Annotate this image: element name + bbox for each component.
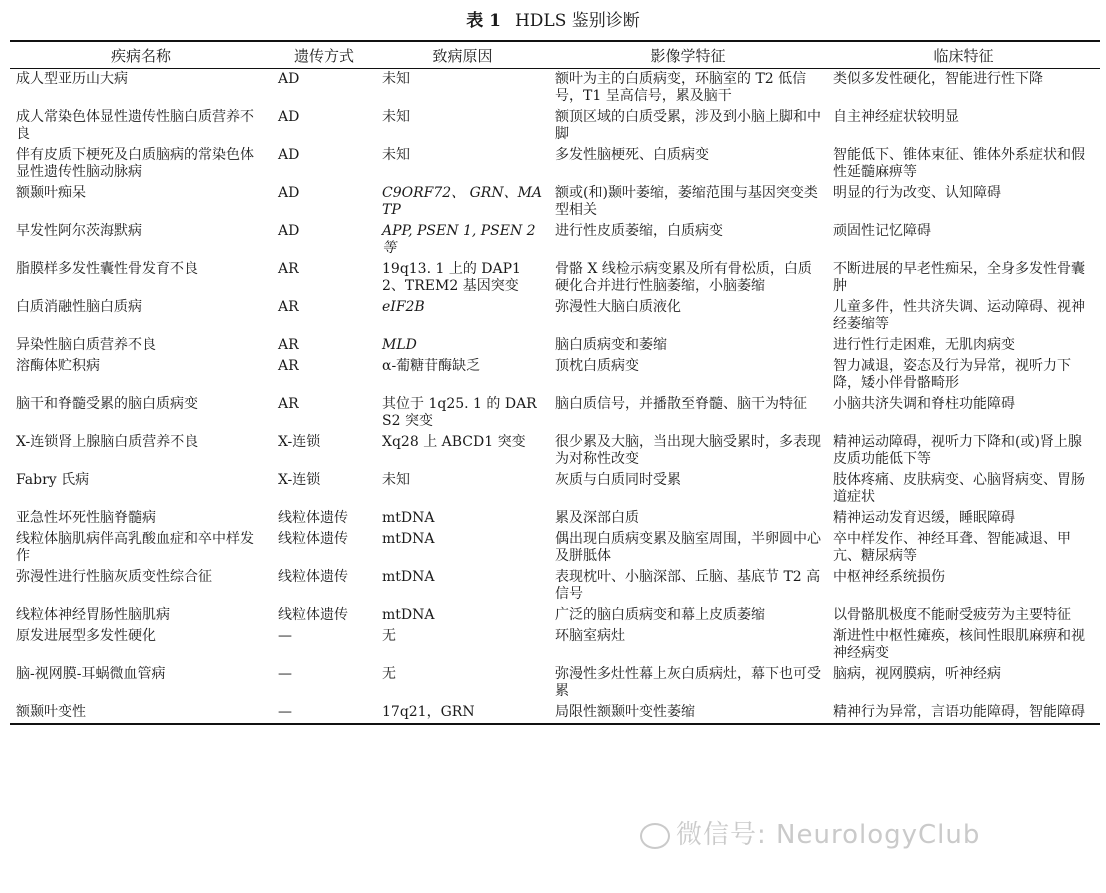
cell-imaging: 局限性额颞叶变性萎缩 <box>555 704 695 720</box>
cell-disease: 白质消融性脑白质病 <box>16 299 142 315</box>
cell-cause: 其位于 1q25. 1 的 DARS2 突变 <box>382 396 537 429</box>
cell-inheritance: — <box>278 666 292 682</box>
table-row <box>10 605 1100 626</box>
cell-inheritance: AR <box>278 396 299 412</box>
cell-imaging: 脑白质病变和萎缩 <box>555 337 667 353</box>
cell-disease: 脑-视网膜-耳蜗微血管病 <box>16 666 166 682</box>
table-row <box>10 183 1100 221</box>
cell-cause: Xq28 上 ABCD1 突变 <box>382 434 526 450</box>
cell-clinical: 精神行为异常，言语功能障碍，智能障碍 <box>833 704 1085 720</box>
table-row <box>10 107 1100 145</box>
cell-imaging: 弥漫性多灶性幕上灰白质病灶，幕下也可受累 <box>555 666 821 699</box>
cell-inheritance: AD <box>278 147 300 163</box>
header-row <box>10 41 1100 69</box>
cell-cause: mtDNA <box>382 569 435 585</box>
cell-imaging: 很少累及大脑，当出现大脑受累时，多表现为对称性改变 <box>555 434 821 467</box>
cell-imaging: 环脑室病灶 <box>555 628 625 644</box>
table-title: HDLS 鉴别诊断 <box>514 11 640 31</box>
cell-imaging: 顶枕白质病变 <box>555 358 639 374</box>
cell-cause: 未知 <box>382 472 410 488</box>
cell-imaging: 累及深部白质 <box>555 510 639 526</box>
cell-cause: 17q21，GRN <box>382 704 475 720</box>
table-row <box>10 356 1100 394</box>
table-row <box>10 508 1100 529</box>
cell-clinical: 卒中样发作、神经耳聋、智能减退、甲亢、糖尿病等 <box>833 531 1071 564</box>
table-row <box>10 664 1100 702</box>
cell-imaging: 偶出现白质病变累及脑室周围，半卵圆中心及胼胝体 <box>555 531 821 564</box>
cell-disease: 伴有皮质下梗死及白质脑病的常染色体显性遗传性脑动脉病 <box>16 147 254 180</box>
cell-disease: Fabry 氏病 <box>16 472 90 488</box>
cell-imaging: 广泛的脑白质病变和幕上皮质萎缩 <box>555 607 765 623</box>
table-row <box>10 335 1100 356</box>
cell-disease: 脑干和脊髓受累的脑白质病变 <box>16 396 198 412</box>
cell-clinical: 脑病，视网膜病，听神经病 <box>833 666 1001 682</box>
table-row <box>10 470 1100 508</box>
cell-clinical: 智能低下、锥体束征、锥体外系症状和假性延髓麻痹等 <box>833 147 1085 180</box>
cell-disease: 脂膜样多发性囊性骨发育不良 <box>16 261 198 277</box>
cell-clinical: 肢体疼痛、皮肤病变、心脑肾病变、胃肠道症状 <box>833 472 1085 505</box>
cell-inheritance: AR <box>278 358 299 374</box>
cell-inheritance: AR <box>278 337 299 353</box>
cell-disease: 早发性阿尔茨海默病 <box>16 223 142 239</box>
cell-disease: 弥漫性进行性脑灰质变性综合征 <box>16 569 212 585</box>
cell-disease: 溶酶体贮积病 <box>16 358 100 374</box>
cell-imaging: 额顶区域的白质受累，涉及到小脑上脚和中脚 <box>555 109 821 142</box>
cell-inheritance: AR <box>278 299 299 315</box>
cell-clinical: 精神运动障碍，视听力下降和(或)肾上腺皮质功能低下等 <box>833 434 1082 467</box>
cell-disease: X-连锁肾上腺脑白质营养不良 <box>16 434 199 450</box>
table-row <box>10 297 1100 335</box>
cell-inheritance: — <box>278 704 292 720</box>
cell-imaging: 脑白质信号，并播散至脊髓、脑干为特征 <box>555 396 807 412</box>
table-row <box>10 69 1100 108</box>
table-row <box>10 529 1100 567</box>
cell-cause: mtDNA <box>382 510 435 526</box>
table-row <box>10 702 1100 724</box>
cell-clinical: 不断进展的早老性痴呆，全身多发性骨囊肿 <box>833 261 1085 294</box>
cell-disease: 额颞叶变性 <box>16 704 86 720</box>
cell-clinical: 智力减退，姿态及行为异常，视听力下降，矮小伴骨骼畸形 <box>833 358 1071 391</box>
cell-cause: 未知 <box>382 147 410 163</box>
cell-imaging: 灰质与白质同时受累 <box>555 472 681 488</box>
cell-clinical: 明显的行为改变、认知障碍 <box>833 185 1001 201</box>
cell-cause: 19q13. 1 上的 DAP12、TREM2 基因突变 <box>382 261 521 294</box>
cell-inheritance: — <box>278 628 292 644</box>
cell-inheritance: 线粒体遗传 <box>278 510 348 526</box>
cell-cause: 未知 <box>382 71 410 87</box>
cell-clinical: 儿童多件，性共济失调、运动障碍、视神经萎缩等 <box>833 299 1085 332</box>
cell-clinical: 顽固性记忆障碍 <box>833 223 931 239</box>
cell-inheritance: AD <box>278 71 300 87</box>
cell-imaging: 额或(和)颞叶萎缩，萎缩范围与基因突变类型相关 <box>555 185 818 218</box>
table-row <box>10 221 1100 259</box>
cell-imaging: 多发性脑梗死、白质病变 <box>555 147 709 163</box>
header-clinical: 临床特征 <box>933 46 994 65</box>
cell-disease: 原发进展型多发性硬化 <box>16 628 156 644</box>
diagnosis-table <box>10 40 1100 725</box>
table-number: 表 1 <box>466 11 501 31</box>
header-imaging: 影像学特征 <box>650 46 726 65</box>
cell-inheritance: X-连锁 <box>278 472 321 488</box>
cell-clinical: 精神运动发育迟缓，睡眠障碍 <box>833 510 1015 526</box>
table-row <box>10 626 1100 664</box>
cell-imaging: 骨骼 X 线检示病变累及所有骨松质，白质硬化合并进行性脑萎缩，小脑萎缩 <box>555 261 812 294</box>
cell-clinical: 小脑共济失调和脊柱功能障碍 <box>833 396 1015 412</box>
header-cause: 致病原因 <box>432 46 493 65</box>
cell-imaging: 弥漫性大脑白质液化 <box>555 299 681 315</box>
cell-cause: C9ORF72、 GRN、MATP <box>382 185 543 218</box>
cell-inheritance: 线粒体遗传 <box>278 607 348 623</box>
cell-clinical: 进行性行走困难，无肌肉病变 <box>833 337 1015 353</box>
cell-disease: 成人型亚历山大病 <box>16 71 128 87</box>
wechat-icon <box>640 823 670 849</box>
cell-imaging: 表现枕叶、小脑深部、丘脑、基底节 T2 高信号 <box>555 569 821 602</box>
cell-clinical: 自主神经症状较明显 <box>833 109 959 125</box>
cell-clinical: 中枢神经系统损伤 <box>833 569 945 585</box>
cell-cause: 无 <box>382 628 396 644</box>
cell-imaging: 额叶为主的白质病变，环脑室的 T2 低信号，T1 呈高信号，累及脑干 <box>555 71 807 104</box>
cell-cause: α-葡糖苷酶缺乏 <box>382 358 481 374</box>
cell-clinical: 以骨骼肌极度不能耐受疲劳为主要特征 <box>833 607 1071 623</box>
cell-disease: 亚急性坏死性脑脊髓病 <box>16 510 156 526</box>
cell-inheritance: AD <box>278 185 300 201</box>
cell-cause: MLD <box>382 337 417 353</box>
cell-inheritance: AD <box>278 109 300 125</box>
cell-cause: APP, PSEN 1, PSEN 2 等 <box>382 223 536 256</box>
header-inheritance: 遗传方式 <box>293 46 354 65</box>
cell-disease: 额颞叶痴呆 <box>16 185 86 201</box>
cell-clinical: 渐进性中枢性瘫痪，核间性眼肌麻痹和视神经病变 <box>833 628 1085 661</box>
cell-cause: mtDNA <box>382 607 435 623</box>
cell-imaging: 进行性皮质萎缩，白质病变 <box>555 223 723 239</box>
table-row <box>10 145 1100 183</box>
cell-cause: 未知 <box>382 109 410 125</box>
header-disease: 疾病名称 <box>110 46 171 65</box>
table-row <box>10 394 1100 432</box>
cell-disease: 线粒体脑肌病伴高乳酸血症和卒中样发作 <box>16 531 254 564</box>
cell-disease: 成人常染色体显性遗传性脑白质营养不良 <box>16 109 254 142</box>
watermark-text: 微信号: NeurologyClub <box>676 820 981 850</box>
table-row <box>10 567 1100 605</box>
table-caption <box>0 6 1106 31</box>
cell-disease: 线粒体神经胃肠性脑肌病 <box>16 607 170 623</box>
cell-inheritance: X-连锁 <box>278 434 321 450</box>
cell-cause: 无 <box>382 666 396 682</box>
cell-inheritance: AD <box>278 223 300 239</box>
cell-cause: eIF2B <box>382 299 425 315</box>
cell-clinical: 类似多发性硬化，智能进行性下降 <box>833 71 1043 87</box>
cell-cause: mtDNA <box>382 531 435 547</box>
cell-inheritance: 线粒体遗传 <box>278 531 348 547</box>
cell-inheritance: AR <box>278 261 299 277</box>
cell-inheritance: 线粒体遗传 <box>278 569 348 585</box>
table-row <box>10 432 1100 470</box>
watermark <box>640 814 980 851</box>
table-row <box>10 259 1100 297</box>
cell-disease: 异染性脑白质营养不良 <box>16 337 156 353</box>
